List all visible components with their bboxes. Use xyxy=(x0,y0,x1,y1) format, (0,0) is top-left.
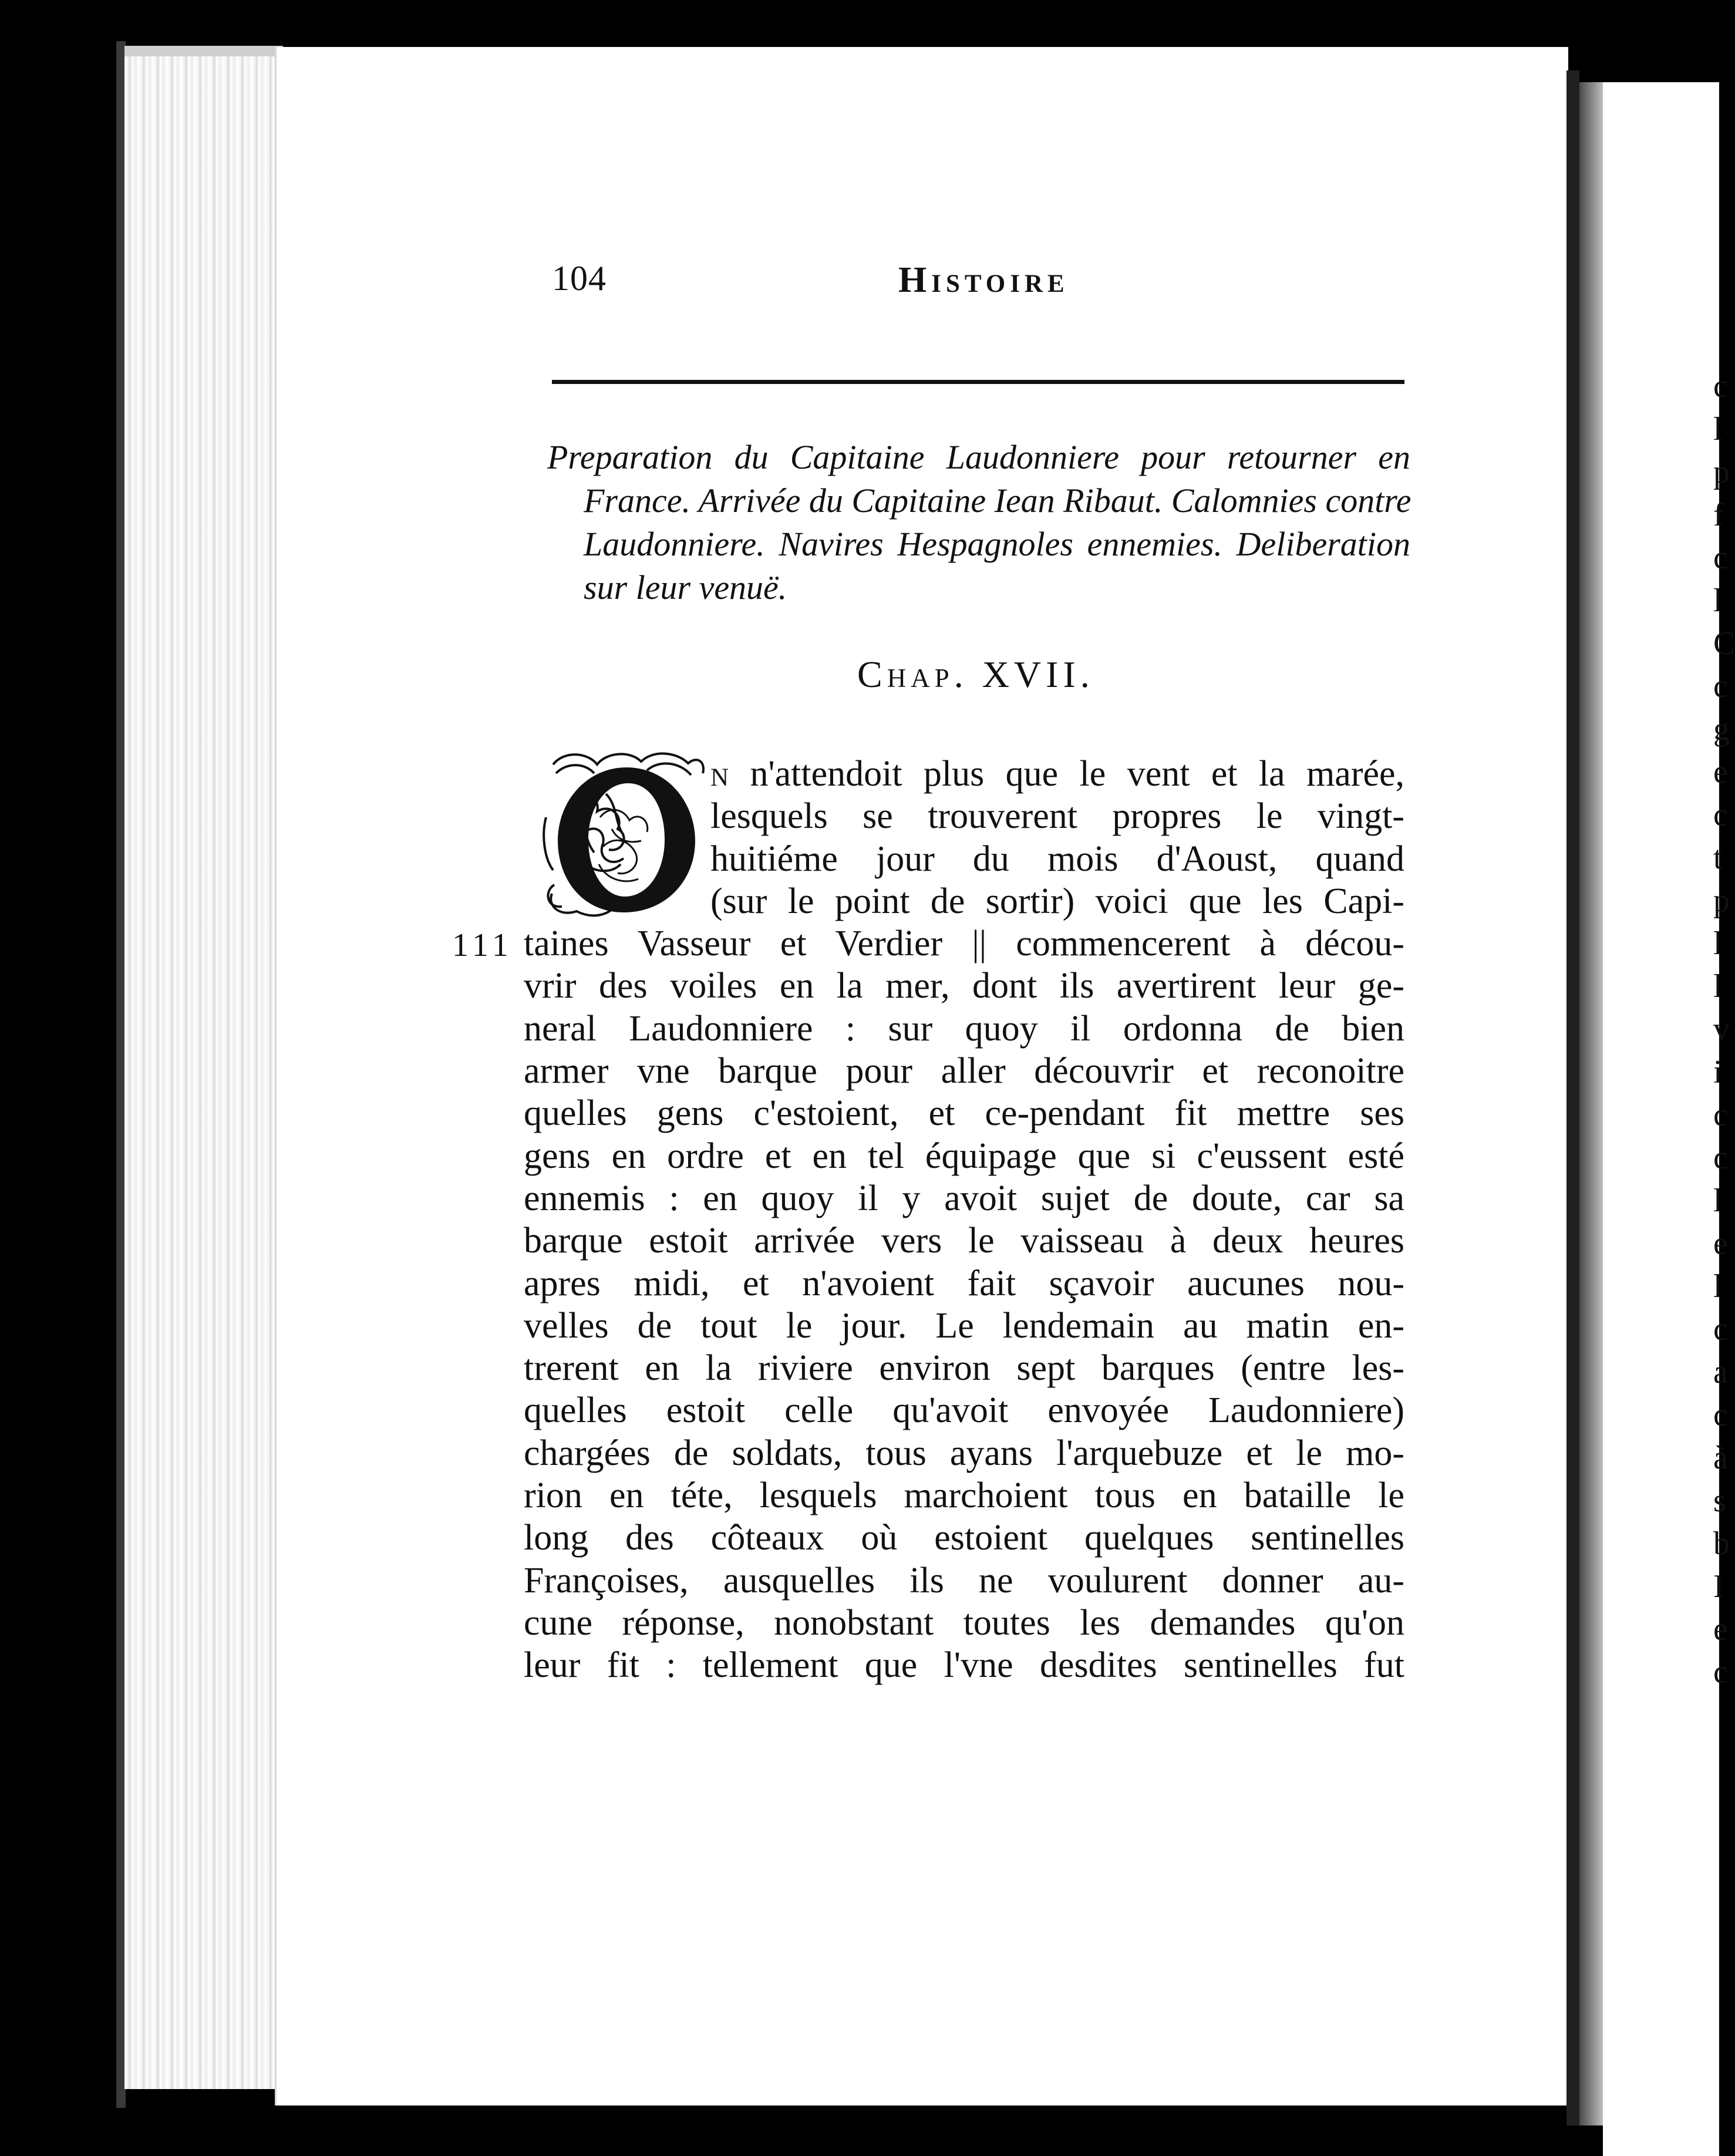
facing-page-letter: i xyxy=(1713,1054,1723,1090)
body-line: neral Laudonniere : sur quoy il ordonna de bien xyxy=(524,1008,1404,1049)
facing-page-letter: c xyxy=(1713,1140,1728,1176)
body-line: quelles estoit celle qu'avoit envoyée Laudonniere) xyxy=(524,1390,1404,1431)
body-line: lesquels se trouverent propres le vingt- xyxy=(710,796,1404,837)
body-line: velles de tout le jour. Le lendemain au matin en- xyxy=(524,1305,1404,1346)
margin-note: 111 xyxy=(452,927,513,964)
facing-page-letter: c xyxy=(1713,1311,1728,1347)
body-line: gens en ordre et en tel équipage que si c'eussent esté xyxy=(524,1136,1404,1176)
facing-page-letter: c xyxy=(1713,1097,1728,1133)
running-title: Histoire xyxy=(898,260,1069,300)
summary-line: Preparation du Capitaine Laudonniere pour retourner en xyxy=(547,438,1410,476)
running-head xyxy=(552,258,1421,305)
summary-line: France. Arrivée du Capitaine Iean Ribaut. Calomnies contre xyxy=(584,481,1411,520)
body-line: Françoises, ausquelles ils ne voulurent donner au- xyxy=(524,1560,1404,1601)
facing-page-letter: l xyxy=(1713,968,1723,1005)
summary-line: sur leur venuë. xyxy=(584,568,787,607)
facing-page-letter: l xyxy=(1713,411,1723,447)
facing-page-letter: l xyxy=(1713,1268,1723,1305)
facing-page-letter: l xyxy=(1713,582,1723,619)
facing-page-letter: c xyxy=(1713,1654,1728,1690)
facing-page-letter: g xyxy=(1713,711,1730,747)
body-line: barque estoit arrivée vers le vaisseau à deux heures xyxy=(524,1221,1404,1261)
chapter-summary xyxy=(547,436,1410,609)
facing-page-letter: I xyxy=(1713,1568,1724,1605)
page-number: 104 xyxy=(552,259,607,298)
facing-page-letter: C xyxy=(1713,625,1735,662)
body-line: taines Vasseur et Verdier || commencerent à décou- xyxy=(524,924,1404,964)
facing-page-letter: c xyxy=(1713,797,1728,833)
facing-page-text-fragment xyxy=(1713,365,1735,1694)
body-first-line-rest: n'attendoit plus que le vent et la marée, xyxy=(729,754,1404,794)
facing-page-letter: p xyxy=(1713,454,1730,490)
body-line: cune réponse, nonobstant toutes les demandes qu'on xyxy=(524,1602,1404,1643)
body-line xyxy=(524,753,1404,795)
facing-page-letter: c xyxy=(1713,1397,1728,1433)
chapter-heading: Chap. XVII. xyxy=(857,653,1094,695)
body-text xyxy=(524,753,1404,1687)
body-line: apres midi, et n'avoient fait sçavoir aucunes nou- xyxy=(524,1263,1404,1303)
body-line: trerent en la riviere environ sept barques (entre les- xyxy=(524,1348,1404,1389)
body-line: huitiéme jour du mois d'Aoust, quand xyxy=(710,838,1404,879)
body-line: ennemis : en quoy il y avoit sujet de doute, car sa xyxy=(524,1178,1404,1218)
facing-page-letter: b xyxy=(1713,1525,1730,1562)
facing-page-letter: s xyxy=(1713,1483,1726,1519)
body-line: chargées de soldats, tous ayans l'arquebuze et le mo- xyxy=(524,1433,1404,1473)
body-line: long des côteaux où estoient quelques sentinelles xyxy=(524,1518,1404,1558)
body-line: rion en téte, lesquels marchoient tous en bataille le xyxy=(524,1475,1404,1516)
body-line: leur fit : tellement que l'vne desdites sentinelles fut xyxy=(524,1645,1404,1686)
body-line: vrir des voiles en la mer, dont ils avertirent leur ge- xyxy=(524,966,1404,1006)
facing-page-letter: l xyxy=(1713,925,1723,962)
facing-page-letter: l xyxy=(1713,1183,1723,1219)
facing-page-letter: c xyxy=(1713,668,1728,705)
page-stack-top xyxy=(124,46,283,56)
facing-page-letter: t xyxy=(1713,840,1723,876)
body-line: (sur le point de sortir) voici que les Capi- xyxy=(710,881,1404,921)
body-line: armer vne barque pour aller découvrir et reconoitre xyxy=(524,1051,1404,1092)
facing-page-letter: e xyxy=(1713,754,1728,790)
summary-line: Laudonniere. Navires Hespagnoles ennemies. Deliberation xyxy=(584,525,1410,563)
facing-page-letter: p xyxy=(1713,882,1730,919)
facing-page-letter: c xyxy=(1713,368,1728,405)
facing-page-letter: a xyxy=(1713,1354,1728,1390)
facing-page-letter: f xyxy=(1713,497,1724,533)
facing-page-letter: e xyxy=(1713,1225,1728,1262)
facing-page-letter: à xyxy=(1713,1440,1728,1476)
book-gutter xyxy=(1566,70,1579,2125)
facing-page-letter: e xyxy=(1713,1611,1728,1648)
facing-page-letter: v xyxy=(1713,1011,1730,1047)
gutter-shadow xyxy=(1579,82,1603,2125)
facing-page-letter: c xyxy=(1713,540,1728,576)
facing-page xyxy=(1603,82,1735,2156)
header-rule xyxy=(552,380,1404,384)
body-line: quelles gens c'estoient, et ce-pendant fit mettre ses xyxy=(524,1093,1404,1134)
page-stack-edges xyxy=(124,46,283,2089)
body-first-smallcap: n xyxy=(710,754,729,794)
